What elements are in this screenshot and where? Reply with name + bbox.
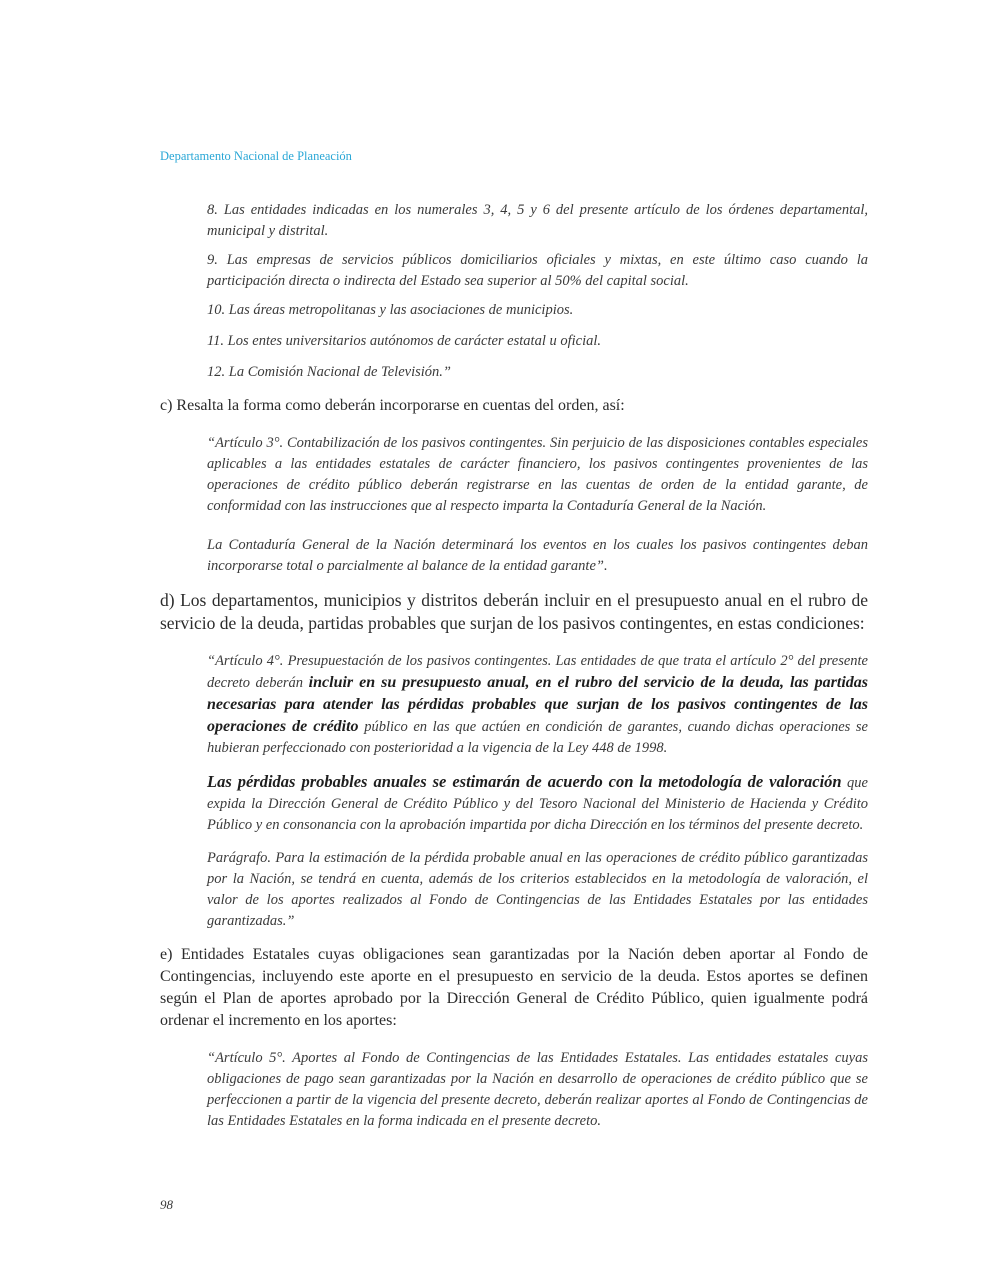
quote-article-3-p1: “Artículo 3°. Contabilización de los pasivos contingentes. Sin perjuicio de las disposiciones contables especiales aplicables a las entidades estatales de carácter financiero, los pasivos contingentes provenientes de las operaciones de crédito público deberán registrarse en las cuentas de orden de la entidad garante, de conformidad con las instrucciones que al respecto imparta la Contaduría General de la Nación. xyxy=(207,435,868,514)
list-item: 12. La Comisión Nacional de Televisión.” xyxy=(207,364,451,380)
quote-article-3-p2: La Contaduría General de la Nación determinará los eventos en los cuales los pasivos contingentes deban incorporarse total o parcialmente al balance de la entidad garante”. xyxy=(207,537,868,574)
article-4-p2-emphasis: Las pérdidas probables anuales se estimarán de acuerdo con la metodología de valoración xyxy=(207,772,842,791)
quote-article-5: “Artículo 5°. Aportes al Fondo de Contingencias de las Entidades Estatales. Las entidades estatales cuyas obligaciones de pago sean garantizadas por la Nación en desarrollo de operaciones de crédito público que se perfeccionen a partir de la vigencia del presente decreto, deberán realizar aportes al Fondo de Contingencias de las Entidades Estatales en la forma indicada en el presente decreto. xyxy=(207,1050,868,1129)
article-4-emphasis: incluir en su presupuesto anual, en el rubro del servicio de la deuda, las partidas necesarias para atender las pérdidas probables que surjan de los pasivos contingentes de las operaciones de crédito xyxy=(207,674,868,735)
page-body xyxy=(160,200,868,1132)
paragraph-c: c) Resalta la forma como deberán incorporarse en cuentas del orden, así: xyxy=(160,397,625,414)
quote-article-4-p1 xyxy=(207,651,868,759)
paragraph-e: e) Entidades Estatales cuyas obligaciones sean garantizadas por la Nación deben aportar al Fondo de Contingencias, incluyendo este aporte en el presupuesto en servicio de la deuda. Estos aportes se definen según el Plan de aportes aprobado por la Dirección General de Crédito Público, quien igualmente podrá ordenar el incremento en los aportes: xyxy=(160,946,868,1029)
article-4-text: “Artículo 4°. Presupuestación de los pasivos contingentes. Las entidades de que trata el artículo 2° del presente decreto deberán xyxy=(207,653,868,691)
quote-article-4-paragraph: Parágrafo. Para la estimación de la pérdida probable anual en las operaciones de crédito público garantizadas por la Nación, se tendrá en cuenta, además de los criterios establecidos en la metodología de valoración, el valor de los aportes realizados al Fondo de Contingencias de las Entidades Estatales por las entidades garantizadas.” xyxy=(207,850,868,929)
page-number: 98 xyxy=(160,1197,173,1212)
article-4-p2-text: que expida la Dirección General de Crédito Público y del Tesoro Nacional del Ministerio de Hacienda y Crédito Público y en consonancia con la aprobación impartida por dicha Dirección en los términos del presente decreto. xyxy=(207,775,868,833)
article-4-text-end: público en las que actúen en condición de garantes, cuando dichas operaciones se hubieran perfeccionado con posterioridad a la vigencia de la Ley 448 de 1998. xyxy=(207,719,868,756)
list-item: 11. Los entes universitarios autónomos de carácter estatal u oficial. xyxy=(207,333,602,349)
list-item: 8. Las entidades indicadas en los numerales 3, 4, 5 y 6 del presente artículo de los órdenes departamental, municipal y distrital. xyxy=(207,202,868,239)
paragraph-d: d) Los departamentos, municipios y distritos deberán incluir en el presupuesto anual en el rubro de servicio de la deuda, partidas probables que surjan de los pasivos contingentes, en estas condiciones: xyxy=(160,590,868,633)
quote-article-4-p2 xyxy=(207,771,868,836)
list-item: 9. Las empresas de servicios públicos domiciliarios oficiales y mixtas, en este último caso cuando la participación directa o indirecta del Estado sea superior al 50% del capital social. xyxy=(207,252,868,289)
running-header: Departamento Nacional de Planeación xyxy=(160,149,352,163)
list-item: 10. Las áreas metropolitanas y las asociaciones de municipios. xyxy=(207,302,574,318)
